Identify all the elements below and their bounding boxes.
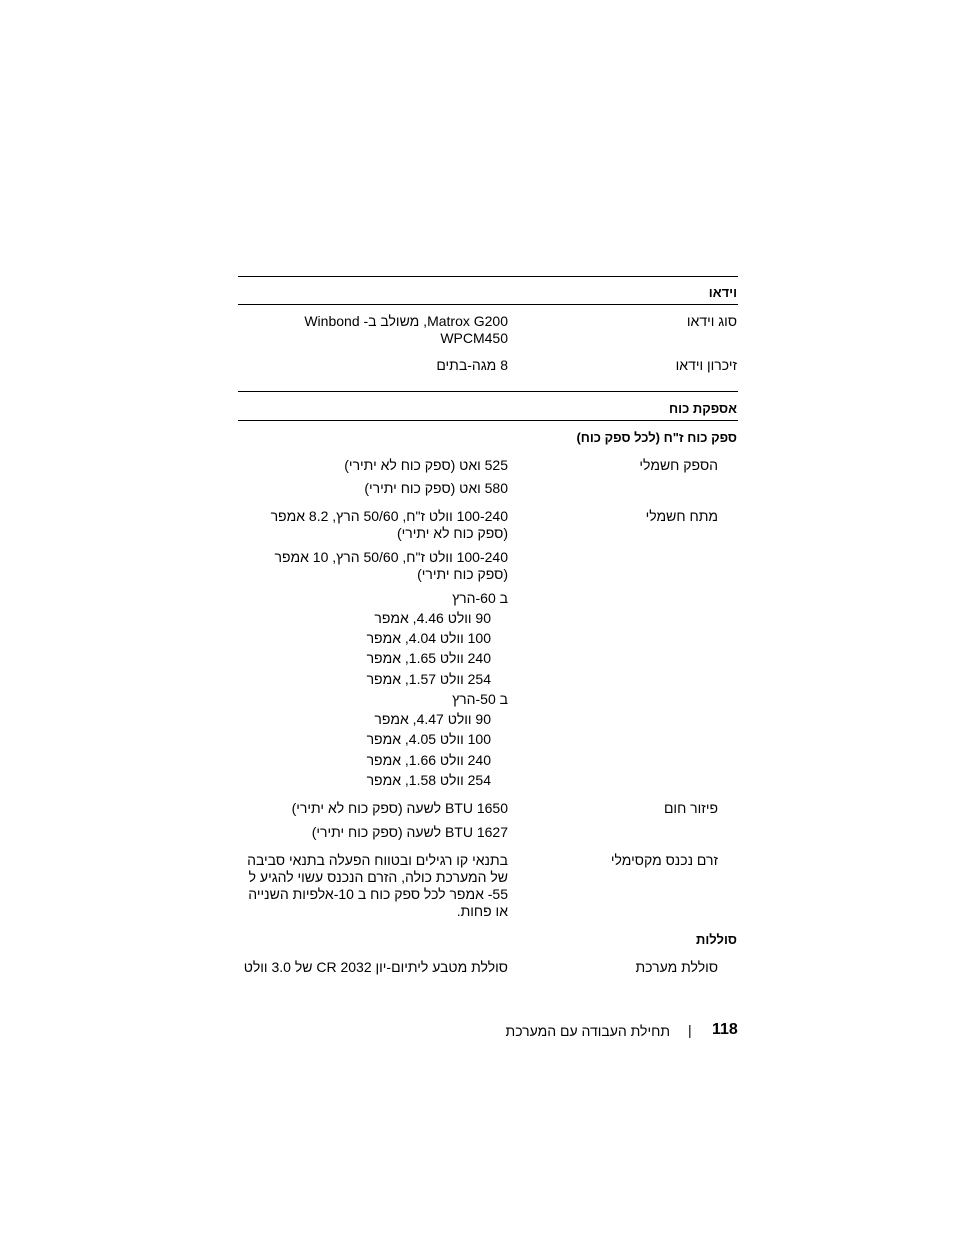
top-rule (238, 276, 738, 277)
footer-section-title: תחילת העבודה עם המערכת (505, 1023, 670, 1039)
freq50-label: ב 50-הרץ (452, 691, 508, 707)
video-memory-value: 8 מגה-בתים (436, 357, 508, 373)
psu-heading: ספק כוח ז"ח (לכל ספק כוח) (576, 430, 737, 445)
heat-label: פיזור חום (663, 800, 718, 816)
freq50-value: 100 וולט 4.05, אמפר (366, 731, 491, 747)
video-heading: וידאו (708, 285, 737, 300)
battery-heading: סוללות (696, 932, 737, 947)
voltage-label: מתח חשמלי (645, 508, 718, 524)
freq60-label: ב 60-הרץ (452, 590, 508, 606)
page-number: 118 (712, 1021, 738, 1038)
video-heading-rule (238, 304, 738, 305)
inrush-label: זרם נכנס מקסימלי (610, 852, 718, 868)
inrush-value: בתנאי קו רגילים ובטווח הפעלה בתנאי סביבה של המערכת כולה, הזרם הנכנס עשוי להגיע ל 55- אמפר לכל ספק כוח ב 10-אלפיות השנייה או פחות. (247, 852, 508, 919)
heat-value: 1650 BTU לשעה (ספק כוח לא יתירי) (291, 800, 508, 816)
freq60-value: 254 וולט 1.57, אמפר (366, 671, 491, 687)
power-heading: אספקת כוח (669, 401, 737, 416)
video-type-value-line1: Matrox G200, משולב ב- Winbond (304, 313, 508, 329)
freq60-value: 240 וולט 1.65, אמפר (366, 650, 491, 666)
video-memory-label: זיכרון וידאו (675, 357, 737, 373)
freq60-value: 90 וולט 4.46, אמפר (374, 610, 491, 626)
battery-value: סוללת מטבע ליתיום-יון CR 2032 של 3.0 וולט (243, 959, 508, 975)
voltage-redundant: 100-240 וולט ז"ח, 50/60 הרץ, 10 אמפר (ספק כוח יתירי) (274, 549, 508, 582)
power-top-rule (238, 391, 738, 392)
wattage-value: 580 ואט (ספק כוח יתירי) (364, 480, 508, 496)
video-type-label: סוג וידאו (686, 313, 737, 329)
freq60-value: 100 וולט 4.04, אמפר (366, 630, 491, 646)
wattage-value: 525 ואט (ספק כוח לא יתירי) (344, 457, 508, 473)
freq50-value: 240 וולט 1.66, אמפר (366, 752, 491, 768)
footer-separator: | (688, 1022, 692, 1038)
video-type-value-line2: WPCM450 (440, 330, 508, 346)
wattage-label: הספק חשמלי (639, 457, 718, 473)
heat-value: 1627 BTU לשעה (ספק כוח יתירי) (311, 824, 508, 840)
freq50-value: 254 וולט 1.58, אמפר (366, 772, 491, 788)
voltage-nonredundant: 100-240 וולט ז"ח, 50/60 הרץ, 8.2 אמפר (ספק כוח לא יתירי) (270, 508, 508, 541)
freq50-value: 90 וולט 4.47, אמפר (374, 711, 491, 727)
battery-label: סוללת מערכת (635, 959, 718, 975)
power-heading-rule (238, 420, 738, 421)
